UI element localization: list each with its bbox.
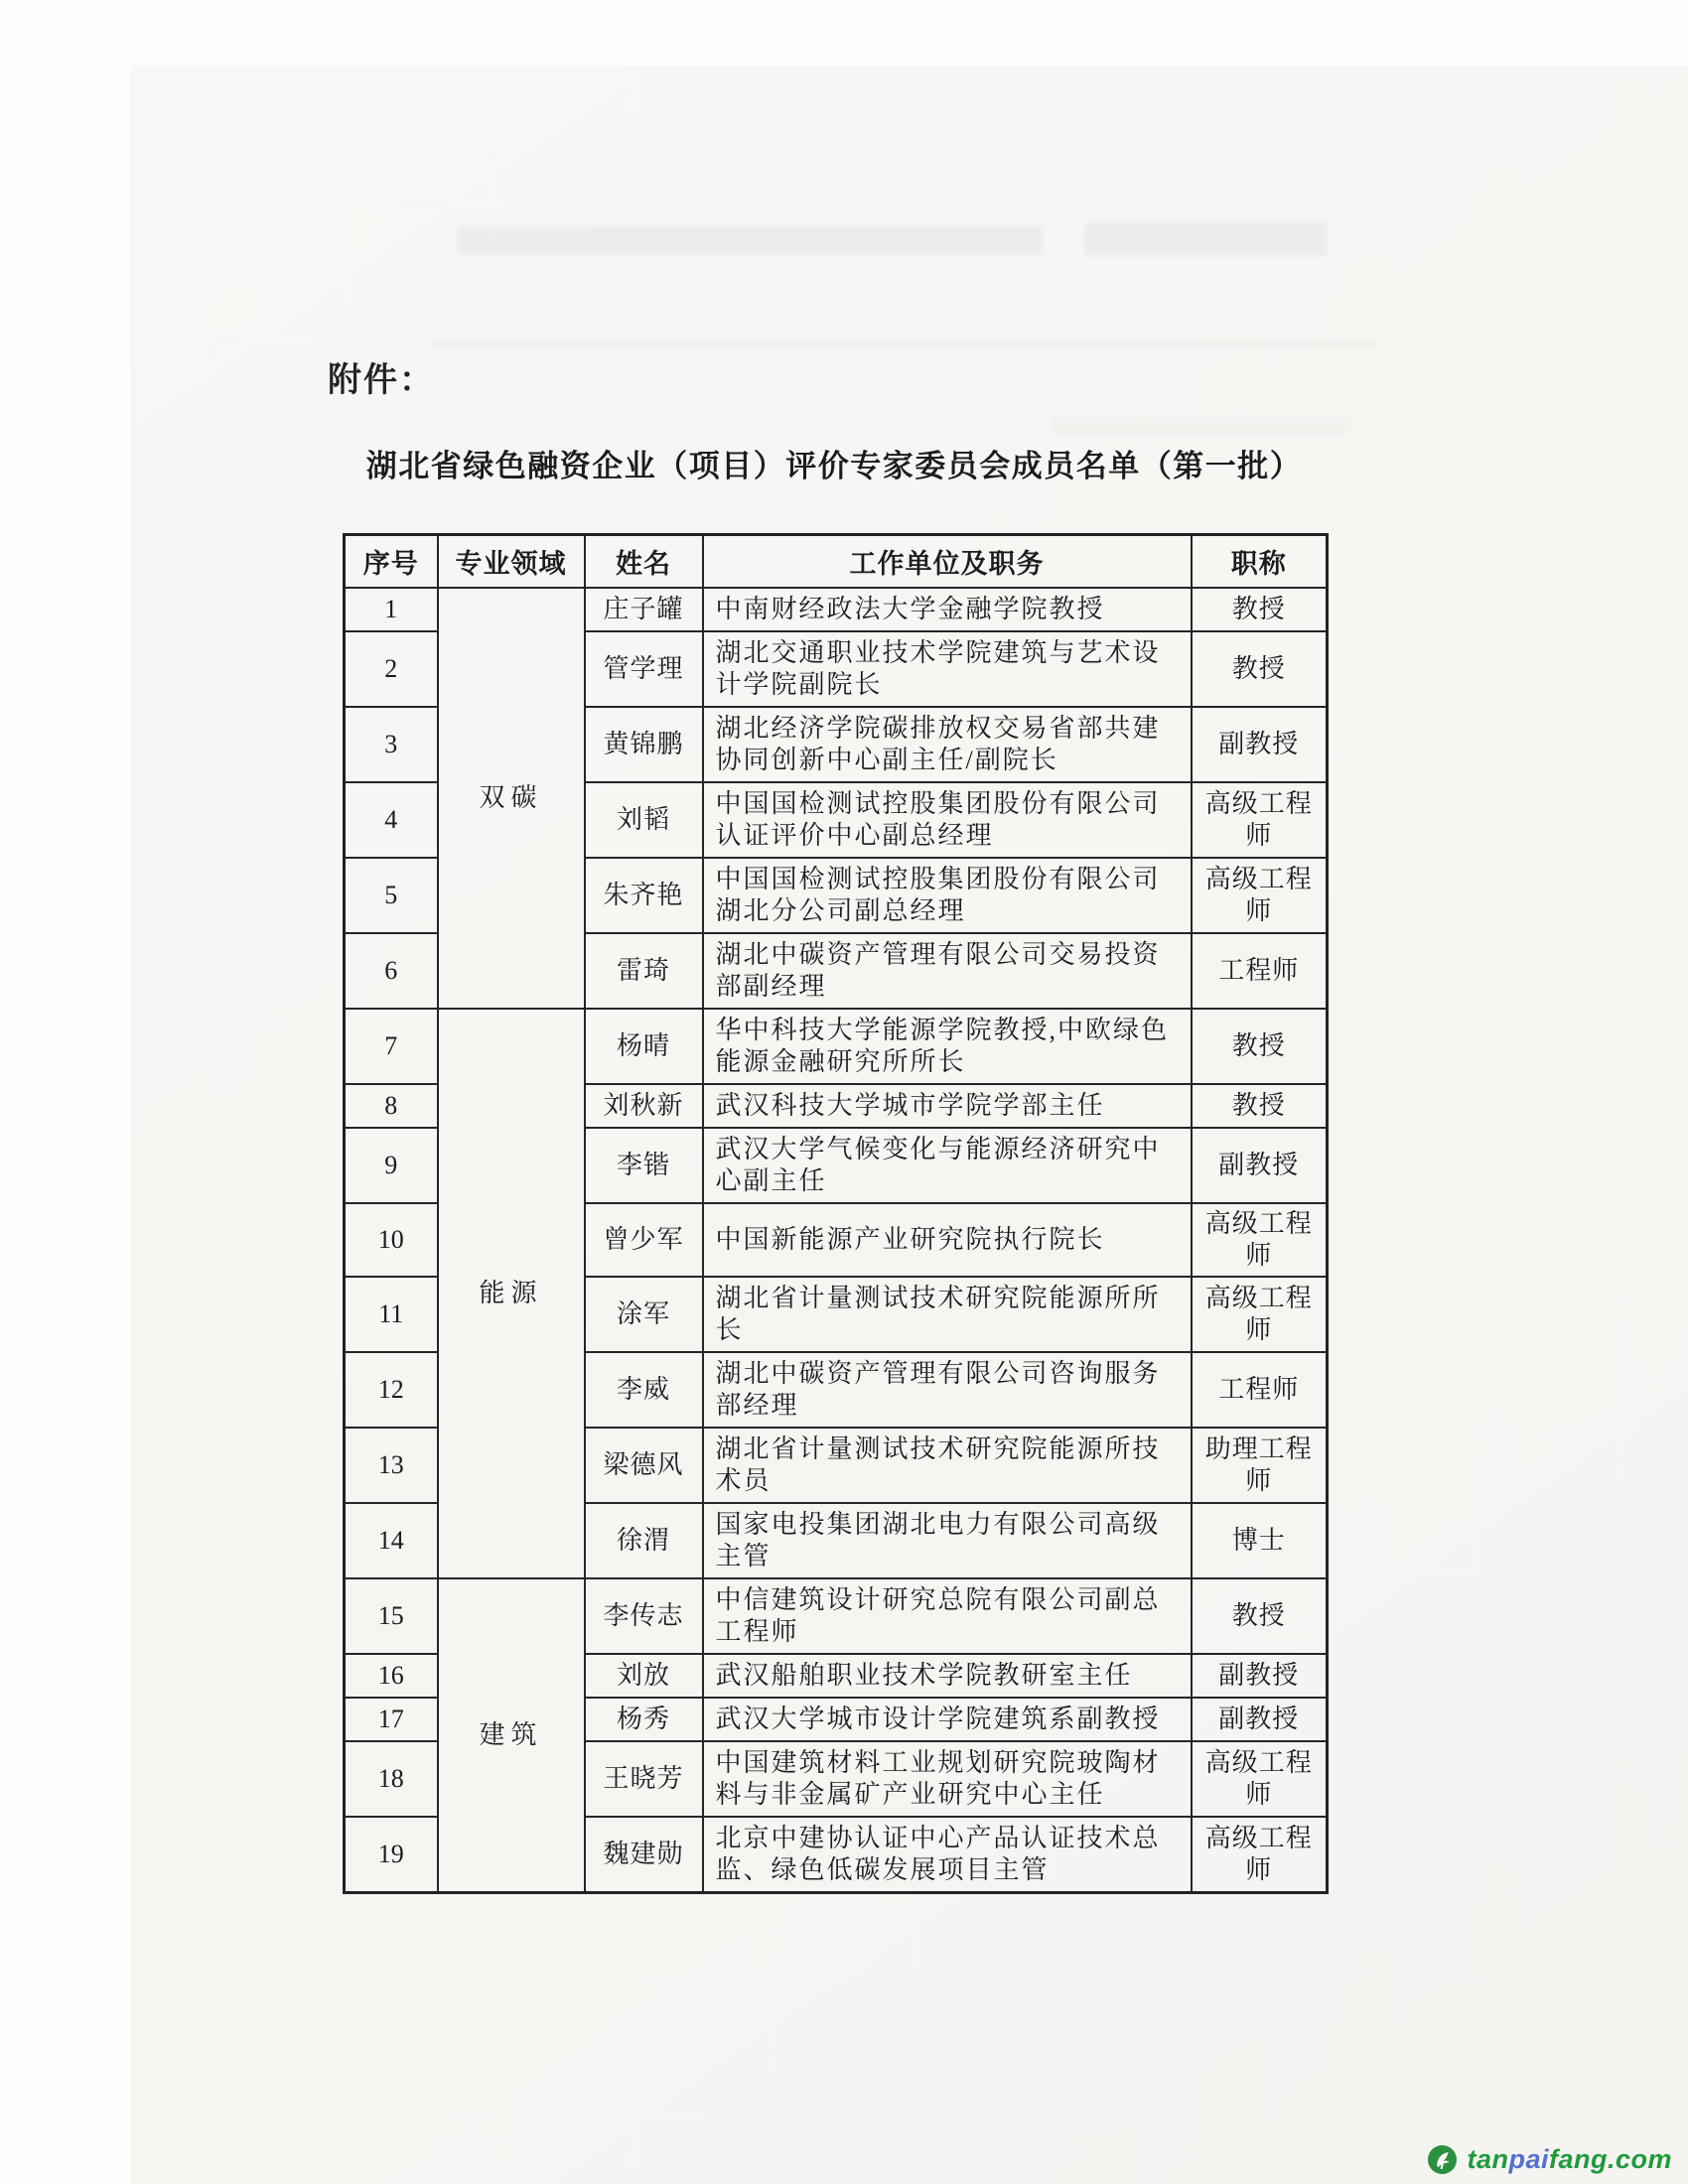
row-number-cell: 1 — [345, 588, 438, 631]
row-number-cell: 14 — [345, 1503, 438, 1578]
row-number-cell: 3 — [345, 707, 438, 782]
table-row — [345, 588, 1328, 631]
name-cell: 李威 — [585, 1352, 703, 1428]
row-number-cell: 5 — [345, 858, 438, 933]
job-title-cell: 高级工程师 — [1192, 1817, 1328, 1893]
job-title-cell: 教授 — [1192, 1009, 1328, 1084]
name-cell: 王晓芳 — [585, 1741, 703, 1817]
unit-cell: 武汉大学气候变化与能源经济研究中心副主任 — [703, 1128, 1192, 1203]
expert-table-body — [345, 588, 1328, 1893]
unit-cell: 武汉船舶职业技术学院教研室主任 — [703, 1654, 1192, 1698]
job-title-cell: 工程师 — [1192, 933, 1328, 1009]
watermark-text-segment: pai — [1508, 2144, 1549, 2174]
job-title-cell: 教授 — [1192, 631, 1328, 707]
header-name: 姓名 — [585, 535, 703, 589]
row-number-cell: 2 — [345, 631, 438, 707]
unit-cell: 中信建筑设计研究总院有限公司副总工程师 — [703, 1578, 1192, 1654]
bleedthrough-mark — [457, 226, 1043, 254]
table-header-row — [345, 535, 1328, 589]
job-title-cell: 工程师 — [1192, 1352, 1328, 1428]
attachment-label: 附件： — [328, 362, 435, 399]
name-cell: 庄子罐 — [585, 588, 703, 631]
bleedthrough-mark — [427, 341, 1380, 346]
header-unit: 工作单位及职务 — [703, 535, 1192, 589]
name-cell: 朱齐艳 — [585, 858, 703, 933]
row-number-cell: 8 — [345, 1084, 438, 1128]
unit-cell: 湖北交通职业技术学院建筑与艺术设计学院副院长 — [703, 631, 1192, 707]
header-field: 专业领域 — [438, 535, 585, 589]
job-title-cell: 高级工程师 — [1192, 782, 1328, 858]
name-cell: 刘秋新 — [585, 1084, 703, 1128]
field-group-cell: 双碳 — [438, 588, 585, 1009]
name-cell: 刘韬 — [585, 782, 703, 858]
job-title-cell: 教授 — [1192, 1084, 1328, 1128]
unit-cell: 湖北省计量测试技术研究院能源所所长 — [703, 1277, 1192, 1352]
table-row — [345, 1009, 1328, 1084]
row-number-cell: 16 — [345, 1654, 438, 1698]
unit-cell: 武汉科技大学城市学院学部主任 — [703, 1084, 1192, 1128]
site-watermark — [1427, 2144, 1672, 2175]
bleedthrough-mark — [1053, 417, 1350, 435]
name-cell: 李传志 — [585, 1578, 703, 1654]
unit-cell: 武汉大学城市设计学院建筑系副教授 — [703, 1698, 1192, 1741]
row-number-cell: 9 — [345, 1128, 438, 1203]
unit-cell: 湖北中碳资产管理有限公司咨询服务部经理 — [703, 1352, 1192, 1428]
unit-cell: 华中科技大学能源学院教授,中欧绿色能源金融研究所所长 — [703, 1009, 1192, 1084]
name-cell: 曾少军 — [585, 1203, 703, 1277]
field-group-cell: 能源 — [438, 1009, 585, 1578]
watermark-text-segment: fang.com — [1548, 2144, 1672, 2174]
tanpaifang-logo-icon — [1427, 2144, 1458, 2175]
document-title: 湖北省绿色融资企业（项目）评价专家委员会成员名单（第一批） — [365, 449, 1303, 483]
watermark-text-segment: tan — [1467, 2144, 1509, 2174]
job-title-cell: 副教授 — [1192, 707, 1328, 782]
watermark-text — [1467, 2144, 1672, 2175]
name-cell: 黄锦鹏 — [585, 707, 703, 782]
row-number-cell: 13 — [345, 1428, 438, 1503]
name-cell: 梁德风 — [585, 1428, 703, 1503]
job-title-cell: 博士 — [1192, 1503, 1328, 1578]
row-number-cell: 19 — [345, 1817, 438, 1893]
expert-table — [343, 533, 1329, 1894]
unit-cell: 中国国检测试控股集团股份有限公司认证评价中心副总经理 — [703, 782, 1192, 858]
table-row — [345, 1578, 1328, 1654]
row-number-cell: 7 — [345, 1009, 438, 1084]
name-cell: 魏建勋 — [585, 1817, 703, 1893]
job-title-cell: 高级工程师 — [1192, 1277, 1328, 1352]
row-number-cell: 11 — [345, 1277, 438, 1352]
job-title-cell: 教授 — [1192, 588, 1328, 631]
job-title-cell: 高级工程师 — [1192, 858, 1328, 933]
unit-cell: 中南财经政法大学金融学院教授 — [703, 588, 1192, 631]
field-group-cell: 建筑 — [438, 1578, 585, 1893]
name-cell: 杨秀 — [585, 1698, 703, 1741]
name-cell: 雷琦 — [585, 933, 703, 1009]
unit-cell: 湖北经济学院碳排放权交易省部共建协同创新中心副主任/副院长 — [703, 707, 1192, 782]
bleedthrough-mark — [1084, 222, 1327, 256]
unit-cell: 中国新能源产业研究院执行院长 — [703, 1203, 1192, 1277]
name-cell: 涂军 — [585, 1277, 703, 1352]
row-number-cell: 15 — [345, 1578, 438, 1654]
unit-cell: 北京中建协认证中心产品认证技术总监、绿色低碳发展项目主管 — [703, 1817, 1192, 1893]
row-number-cell: 10 — [345, 1203, 438, 1277]
unit-cell: 湖北中碳资产管理有限公司交易投资部副经理 — [703, 933, 1192, 1009]
name-cell: 杨晴 — [585, 1009, 703, 1084]
row-number-cell: 6 — [345, 933, 438, 1009]
row-number-cell: 12 — [345, 1352, 438, 1428]
name-cell: 刘放 — [585, 1654, 703, 1698]
unit-cell: 国家电投集团湖北电力有限公司高级主管 — [703, 1503, 1192, 1578]
job-title-cell: 副教授 — [1192, 1128, 1328, 1203]
name-cell: 管学理 — [585, 631, 703, 707]
unit-cell: 中国国检测试控股集团股份有限公司湖北分公司副总经理 — [703, 858, 1192, 933]
job-title-cell: 助理工程师 — [1192, 1428, 1328, 1503]
row-number-cell: 18 — [345, 1741, 438, 1817]
name-cell: 李锴 — [585, 1128, 703, 1203]
job-title-cell: 教授 — [1192, 1578, 1328, 1654]
row-number-cell: 17 — [345, 1698, 438, 1741]
job-title-cell: 高级工程师 — [1192, 1741, 1328, 1817]
job-title-cell: 副教授 — [1192, 1654, 1328, 1698]
row-number-cell: 4 — [345, 782, 438, 858]
header-no: 序号 — [345, 535, 438, 589]
header-title: 职称 — [1192, 535, 1328, 589]
unit-cell: 湖北省计量测试技术研究院能源所技术员 — [703, 1428, 1192, 1503]
job-title-cell: 副教授 — [1192, 1698, 1328, 1741]
job-title-cell: 高级工程师 — [1192, 1203, 1328, 1277]
name-cell: 徐渭 — [585, 1503, 703, 1578]
unit-cell: 中国建筑材料工业规划研究院玻陶材料与非金属矿产业研究中心主任 — [703, 1741, 1192, 1817]
